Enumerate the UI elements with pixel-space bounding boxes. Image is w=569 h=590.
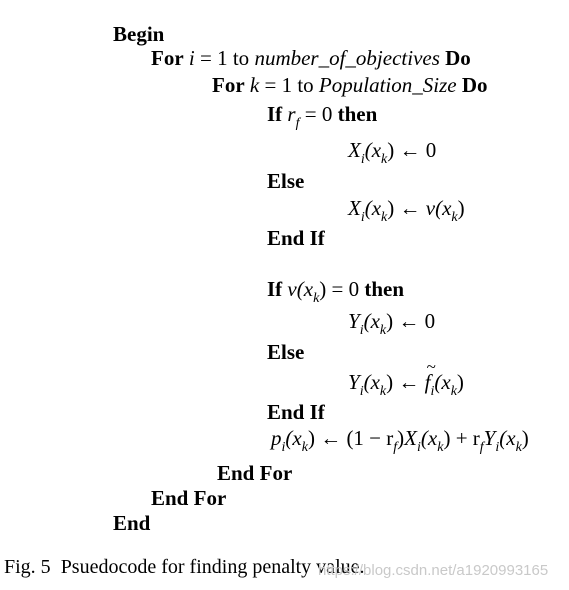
i-subscript: i <box>430 384 435 399</box>
f-subscript: f <box>295 116 300 131</box>
y-symbol: Y <box>348 370 360 394</box>
arg-open: (x <box>420 426 438 450</box>
for-keyword: For <box>212 73 245 97</box>
zero-value: 0 <box>425 138 437 162</box>
figure-label: Fig. 5 <box>4 556 51 578</box>
i-subscript: i <box>495 440 500 455</box>
for-loop-population <box>212 73 488 97</box>
k-subscript: k <box>437 440 444 455</box>
assign-x-zero <box>348 138 436 166</box>
arg-close: ) <box>319 277 327 301</box>
assign-x-v <box>348 196 465 224</box>
arg-close: ) <box>386 370 394 394</box>
loop-range: = 1 to <box>194 46 255 70</box>
k-subscript: k <box>381 152 388 167</box>
arg-open: (x <box>285 426 302 450</box>
assign-y-f <box>348 370 464 398</box>
then-keyword: then <box>364 277 405 301</box>
then-keyword: then <box>337 102 378 126</box>
i-subscript: i <box>360 152 365 167</box>
arg-close: ) <box>386 309 394 333</box>
else-keyword: Else <box>267 169 305 193</box>
loop-range: = 1 to <box>259 73 319 97</box>
i-subscript: i <box>417 440 421 455</box>
i-subscript: i <box>360 210 365 225</box>
x-symbol: X <box>348 138 361 162</box>
p-symbol: p <box>271 426 282 450</box>
end-for-inner: End For <box>217 461 293 485</box>
f-tilde-symbol: ~ f <box>425 370 431 394</box>
for-loop-objectives <box>151 46 471 70</box>
assign-arrow: ← <box>393 309 425 333</box>
else-keyword: Else <box>267 340 305 364</box>
r-symbol: r <box>287 102 296 126</box>
plus-r: + r <box>450 426 480 450</box>
arg-close: ) <box>521 426 529 450</box>
x-symbol: X <box>404 426 417 450</box>
k-subscript: k <box>450 384 457 399</box>
f-subscript: f <box>479 440 484 455</box>
k-subscript: k <box>381 210 388 225</box>
arg-open: (x <box>363 309 380 333</box>
penalty-assignment <box>271 426 529 454</box>
if-v-condition <box>267 277 404 305</box>
x-symbol: X <box>348 196 361 220</box>
one-minus-r: (1 − r <box>346 426 394 450</box>
assign-arrow: ← <box>314 426 347 450</box>
k-subscript: k <box>301 440 308 455</box>
caption-text: Psuedocode for finding penalty value. <box>60 556 365 578</box>
arg-open: (x <box>364 196 382 220</box>
loop-var-k: k <box>249 73 260 97</box>
y-symbol: Y <box>348 309 360 333</box>
do-keyword: Do <box>445 46 471 70</box>
i-subscript: i <box>281 440 286 455</box>
arg-open: (x <box>499 426 516 450</box>
loop-var-i: i <box>188 46 195 70</box>
do-keyword: Do <box>461 73 488 97</box>
i-subscript: i <box>359 384 364 399</box>
end-keyword: End <box>113 511 151 535</box>
zero-value: 0 <box>424 309 436 333</box>
end-if-keyword: End If <box>267 226 325 250</box>
loop-bound-objectives: number_of_objectives <box>254 46 440 70</box>
arg-close: ) <box>387 138 395 162</box>
paren-close: ) <box>397 426 405 450</box>
arg-close: ) <box>456 370 464 394</box>
assign-arrow: ← <box>394 138 426 162</box>
k-subscript: k <box>515 440 522 455</box>
for-keyword: For <box>151 46 184 70</box>
arg-close: ) <box>387 196 395 220</box>
i-subscript: i <box>359 323 364 338</box>
begin-keyword: Begin <box>113 22 165 46</box>
arg-close: ) <box>443 426 451 450</box>
arg-open: (x <box>363 370 380 394</box>
end-for-outer: End For <box>151 486 227 510</box>
assign-y-zero <box>348 309 435 337</box>
if-rf-condition <box>267 102 377 130</box>
v-function: v(x <box>425 196 452 220</box>
if-keyword: If <box>267 102 283 126</box>
arg-close: ) <box>457 196 465 220</box>
end-if-keyword: End If <box>267 400 325 424</box>
loop-bound-population: Population_Size <box>318 73 457 97</box>
figure-caption <box>4 555 365 579</box>
f-subscript: f <box>393 440 398 455</box>
v-function: v(x <box>287 277 314 301</box>
k-subscript: k <box>379 384 387 399</box>
y-symbol: Y <box>483 426 496 450</box>
if-keyword: If <box>267 277 283 301</box>
assign-arrow: ← <box>394 196 426 220</box>
arg-open: (x <box>434 370 451 394</box>
arg-close: ) <box>307 426 315 450</box>
k-subscript: k <box>379 323 387 338</box>
arg-open: (x <box>364 138 382 162</box>
equals-zero: = 0 <box>299 102 333 126</box>
assign-arrow: ← <box>393 370 425 394</box>
k-subscript: k <box>313 291 320 306</box>
equals-zero: = 0 <box>326 277 360 301</box>
k-subscript: k <box>451 210 458 225</box>
watermark: https://blog.csdn.net/a1920993165 <box>318 562 549 579</box>
